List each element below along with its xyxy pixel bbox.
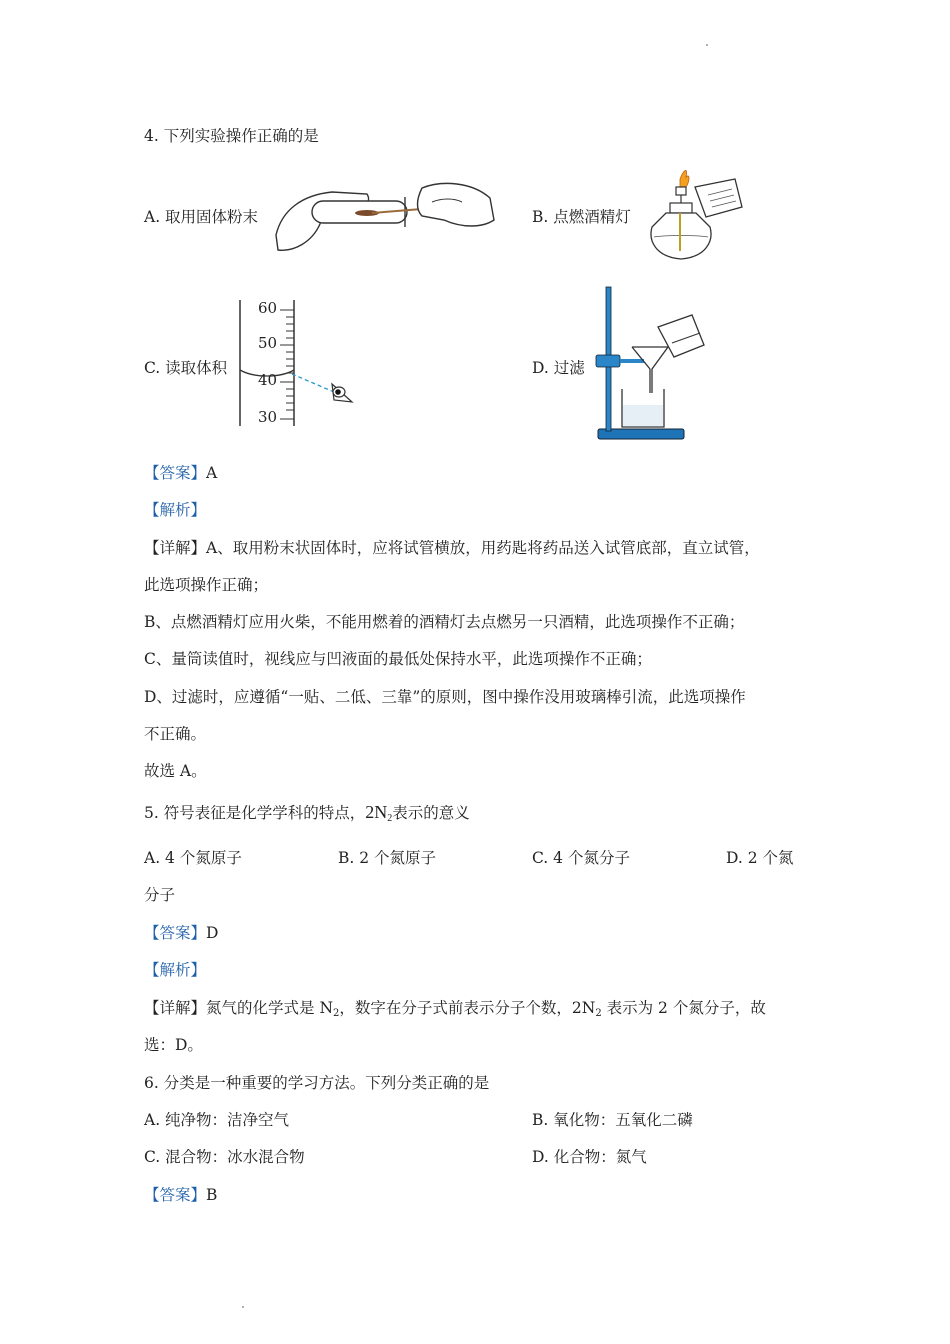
test-tube-hands-figure	[272, 180, 498, 256]
corner-dot-bottom	[242, 1306, 244, 1308]
formula-coef: 2N	[365, 802, 388, 822]
q4-option-d: D. 过滤	[532, 359, 585, 377]
q5-analysis-tag: 【解析】	[144, 961, 207, 979]
answer-value: D	[206, 924, 219, 942]
q4-answer	[144, 461, 217, 483]
q5-option-a: A. 4 个氮原子	[144, 849, 242, 867]
detail-a: 氮气的化学式是 N	[206, 999, 334, 1017]
q6-option-d: D. 化合物：氮气	[532, 1148, 647, 1166]
alcohol-lamp-figure	[640, 165, 750, 265]
q6-option-a: A. 纯净物：洁净空气	[144, 1111, 290, 1129]
q4-detail-line4: C、量筒读值时，视线应与凹液面的最低处保持水平，此选项操作不正确；	[144, 650, 652, 668]
corner-dot-top	[706, 44, 708, 46]
q6-answer	[144, 1183, 217, 1205]
detail-b-sub: 2	[595, 1008, 602, 1019]
q4-detail-line5: D、过滤时，应遵循“一贴、二低、三靠”的原则，图中操作没用玻璃棒引流，此选项操作	[144, 688, 746, 706]
q5-option-c: C. 4 个氮分子	[532, 849, 630, 867]
q5-option-d: D. 2 个氮	[726, 849, 794, 867]
detail-c: 表示为 2 个氮分子，故	[601, 999, 766, 1017]
answer-value: A	[206, 464, 218, 482]
graduated-cylinder-figure	[236, 298, 360, 430]
cylinder-tick-60: 60	[258, 299, 278, 317]
q4-detail-line2: 此选项操作正确；	[144, 576, 269, 594]
q4-analysis-tag: 【解析】	[144, 501, 207, 519]
detail-tag: 【详解】	[144, 539, 207, 557]
filtration-figure	[592, 285, 732, 445]
detail-tag: 【详解】	[144, 999, 207, 1017]
q6-option-c: C. 混合物：冰水混合物	[144, 1148, 305, 1166]
answer-tag: 【答案】	[144, 924, 207, 942]
q5-option-d-wrap: 分子	[144, 886, 176, 904]
cylinder-tick-40: 40	[258, 371, 278, 389]
q5-stem-prefix: 5. 符号表征是化学学科的特点，	[144, 804, 366, 822]
cylinder-tick-30: 30	[258, 408, 278, 426]
q4-conclusion: 故选 A。	[144, 762, 207, 780]
formula	[365, 802, 392, 822]
detail-text: A、取用粉末状固体时，应将试管横放，用药匙将药品送入试管底部，直立试管，	[206, 539, 760, 557]
q5-stem-suffix: 表示的意义	[392, 804, 470, 822]
detail-b: ，数字在分子式前表示分子个数，2N	[339, 999, 596, 1017]
q4-detail-line6: 不正确。	[144, 725, 207, 743]
q4-option-b: B. 点燃酒精灯	[532, 208, 631, 226]
q5-detail-line2: 选：D。	[144, 1036, 203, 1054]
answer-tag: 【答案】	[144, 464, 207, 482]
q5-detail-line1	[144, 996, 766, 1019]
q4-detail-line3: B、点燃酒精灯应用火柴，不能用燃着的酒精灯去点燃另一只酒精，此选项操作不正确；	[144, 613, 745, 631]
answer-tag: 【答案】	[144, 1186, 207, 1204]
q6-option-b: B. 氧化物：五氧化二磷	[532, 1111, 693, 1129]
q4-option-a: A. 取用固体粉末	[144, 208, 259, 226]
q5-option-b: B. 2 个氮原子	[338, 849, 437, 867]
q5-stem	[144, 801, 470, 824]
q4-option-c: C. 读取体积	[144, 359, 228, 377]
formula-sub: 2	[387, 813, 393, 824]
q4-detail-line1	[144, 536, 760, 558]
q6-stem: 6. 分类是一种重要的学习方法。下列分类正确的是	[144, 1074, 490, 1092]
detail-a-sub: 2	[333, 1008, 340, 1019]
cylinder-tick-50: 50	[258, 334, 278, 352]
q4-stem: 4. 下列实验操作正确的是	[144, 127, 319, 145]
q5-answer	[144, 921, 218, 943]
answer-value: B	[206, 1186, 218, 1204]
